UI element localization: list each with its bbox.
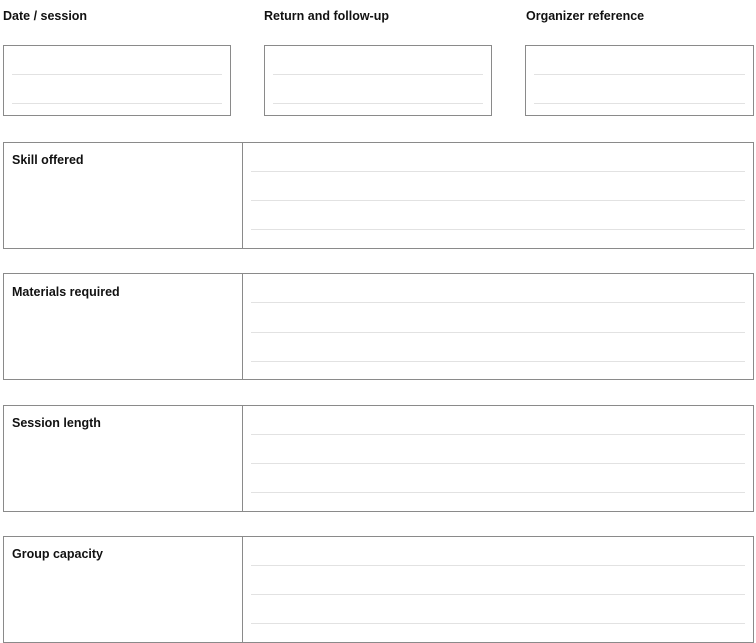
skill-offered-field[interactable] [243,143,753,248]
group-capacity-section [3,536,754,643]
section-label-cell [4,274,243,379]
writing-line [251,229,745,230]
organizer-reference-field[interactable] [525,45,754,116]
writing-line [251,463,745,464]
writing-line [534,74,745,75]
writing-line [251,594,745,595]
group-capacity-field[interactable] [243,537,753,642]
session-length-section [3,405,754,512]
section-label-cell [4,143,243,248]
writing-line [251,200,745,201]
session-length-label: Session length [12,416,101,430]
session-length-field[interactable] [243,406,753,511]
organizer-reference-label: Organizer reference [526,9,645,23]
writing-line [251,361,745,362]
writing-line [251,565,745,566]
writing-line [251,434,745,435]
writing-line [251,492,745,493]
writing-line [12,103,222,104]
materials-required-section [3,273,754,380]
section-label-cell [4,406,243,511]
writing-line [251,171,745,172]
date-session-field[interactable] [3,45,231,116]
materials-required-label: Materials required [12,285,120,299]
writing-line [251,332,745,333]
writing-line [12,74,222,75]
skill-offered-label: Skill offered [12,153,84,167]
writing-line [534,103,745,104]
writing-line [273,74,483,75]
materials-required-field[interactable] [243,274,753,379]
writing-line [251,623,745,624]
writing-line [273,103,483,104]
date-session-label: Date / session [3,9,88,23]
return-follow-up-label: Return and follow-up [264,9,389,23]
group-capacity-label: Group capacity [12,547,103,561]
section-label-cell [4,537,243,642]
writing-line [251,302,745,303]
skill-offered-section [3,142,754,249]
return-follow-up-field[interactable] [264,45,492,116]
